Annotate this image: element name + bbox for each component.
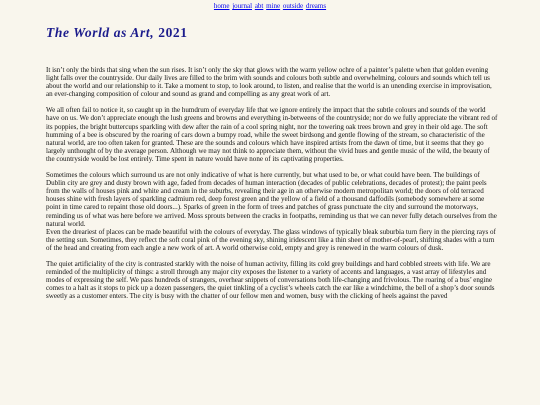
paragraph-2: We all often fail to notice it, so caught up in the humdrum of everyday life that we ignore entirely the impact that the subtle colours and sounds of the world have on us. We don’t appreciate enough the lush greens and browns and everything in-betweens of the countryside; nor do we fully appreciate the vibrant red of its poppies, the bright buttercups sparkling with dew after the rain of a cool spring night, nor the towering oak trees brown and grey in their old age. The soft humming of a bee is obscured by the roaring of cars down a bumpy road, while the sweet birdsong and gentle flowing of the stream, so characteristic of the natural world, are too often taken for granted. These are the sounds and colours which have inspired artists from the dawn of time, but it seems that they go largely unthought of by the average person. Although we may not think to appreciate them, without the vivid hues and gentle music of the wild, the beauty of the countryside would be lost entirely. Time spent in nature would have none of its captivating properties. [46,106,498,163]
nav-link-abt[interactable]: abt [254,2,264,10]
article-body [46,66,500,308]
nav-link-mine[interactable]: mine [266,2,281,10]
page-title-text: The World as Art, [46,25,155,40]
page-title-year: 2021 [158,25,188,40]
paragraph-4: Even the dreariest of places can be made beautiful with the colours of everyday. The glass windows of typically bleak suburbia turn fiery in the piercing rays of the setting sun. Sometimes, they reflect the soft coral pink of the evening sky, shining iridescent like a thin sheet of mother-of-pearl, shifting shades with a turn of the head and creating from each angle a new work of art. A world otherwise cold, empty and grey is renewed in the warm colours of dusk. [46,227,496,252]
page-title [46,25,540,41]
nav-link-journal[interactable]: journal [232,2,253,10]
nav-link-dreams[interactable]: dreams [305,2,327,10]
paragraph-1: It isn’t only the birds that sing when the sun rises. It isn’t only the sky that glows with the warm yellow ochre of a painter’s palette when that golden evening light falls over the countryside. Our daily lives are filled to the brim with sounds and colours both subtle and overwhelming, colours and sounds which tell us about the world and our relationship to it. Take a moment to stop, to look around, to listen, and realise that the world is an unending exercise in improvisation, an ever-changing composition of colour and sound as grand and compelling as any great work of art. [46,66,492,99]
paragraph-5: The quiet artificiality of the city is contrasted starkly with the noise of human activity, filling its cold grey buildings and hard cobbled streets with life. We are reminded of the multiplicity of things: a stroll through any major city exposes the listener to a variety of accents and languages, a vast array of lifestyles and modes of expressing the self. We pass hundreds of strangers, overhear snippets of conversations both life-changing and frivolous. The roaring of a bus’ engine comes to a halt as it stops to pick up a dozen passengers, the quiet tinkling of a cyclist’s wheels catch the ear like a windchime, the bell of a shop’s door sounds sweetly as a customer enters. The city is busy with the chatter of our fellow men and women, busy with the clicking of heels against the paved [46,259,495,301]
paragraph-3: Sometimes the colours which surround us are not only indicative of what is here currently, but what used to be, or what could have been. The buildings of Dublin city are grey and dusty brown with age, faded from decades of human interaction (decades of public celebrations, decades of protest); the paint peels from the walls of houses pink and white and cream in the suburbs, revealing their age in an otherwise modern metropolitan world; the doors of old terraced houses shine with fresh layers of sparkling cadmium red, deep forest green and the yellow of a field of a thousand daffodils (somebody somewhere at some point in time cared to repaint those old doors...). Sparks of green in the form of trees and patches of grass punctuate the city and surround the motorways, reminding us of what was here before we arrived. Moss sprouts between the cracks in footpaths, reminding us that we can never fully detach ourselves from the natural world. [46,171,497,228]
nav-link-outside[interactable]: outside [282,2,304,10]
top-navigation [0,0,540,11]
nav-link-home[interactable]: home [213,2,230,10]
